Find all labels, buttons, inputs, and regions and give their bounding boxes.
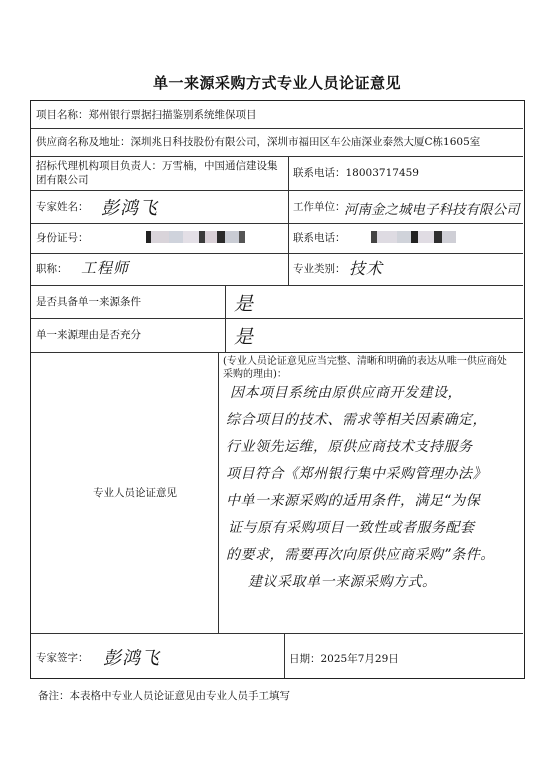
supplier-field: [36, 135, 480, 149]
opinion-handwritten-line: 建议采取单一来源采购方式。: [248, 574, 437, 590]
agency-contact-field: [36, 159, 283, 187]
col-divider: [225, 285, 226, 352]
supplier-label: 供应商名称及地址：: [36, 136, 131, 148]
expert-opinion-label: 专业人员论证意见: [93, 487, 177, 499]
expert-phone-redaction: [371, 231, 461, 243]
id-number-redaction: [146, 231, 256, 243]
col-divider: [288, 190, 289, 285]
specialty-category-label: 专业类别：: [293, 263, 346, 275]
row-divider: [31, 633, 523, 634]
row-divider: [31, 190, 523, 191]
single-source-reason-label: 单一来源理由是否充分: [36, 329, 141, 341]
project-name-field: [36, 108, 257, 122]
single-source-condition-answer: 是: [234, 293, 255, 315]
opinion-handwritten-line: 中单一来源采购的适用条件，满足“为保: [226, 493, 481, 509]
opinion-handwritten-line: 证与原有采购项目一致性或者服务配套: [228, 520, 475, 536]
job-title-handwriting: 工程师: [81, 259, 130, 277]
agency-phone-value: 18003717459: [345, 167, 419, 179]
signature-date-value: 2025年7月29日: [320, 653, 399, 665]
opinion-handwritten-line: 综合项目的技术、需求等相关因素确定，: [226, 412, 487, 428]
agency-phone-label: 联系电话：: [293, 167, 346, 179]
row-divider: [31, 352, 523, 353]
single-source-condition-label: 是否具备单一来源条件: [36, 296, 141, 308]
job-title-label: 职称：: [36, 263, 68, 275]
project-name-value: 郑州银行票据扫描鉴别系统维保项目: [88, 109, 257, 121]
expert-name-handwriting: 彭鸿飞: [101, 198, 158, 219]
expert-signature-handwriting: 彭鸿飞: [103, 648, 160, 669]
opinion-handwritten-line: 项目符合《郑州银行集中采购管理办法》: [226, 466, 487, 482]
col-divider: [218, 352, 219, 633]
id-number-label: 身份证号：: [36, 232, 89, 244]
signature-date-field: [289, 652, 399, 666]
expert-opinion-instruction: (专业人员论证意见应当完整、清晰和明确的表达从唯一供应商处采购的理由)：: [223, 356, 507, 380]
expert-name-label: 专家姓名：: [36, 201, 89, 213]
row-divider: [31, 223, 523, 224]
expert-opinion-form: [30, 100, 525, 679]
supplier-value: 深圳兆日科技股份有限公司，深圳市福田区车公庙深业泰然大厦C栋1605室: [130, 136, 481, 148]
row-divider: [31, 285, 523, 286]
expert-phone-label: 联系电话：: [293, 232, 346, 244]
opinion-handwritten-line: 的要求，需要再次向原供应商采购”条件。: [226, 547, 495, 563]
row-divider: [31, 128, 523, 129]
form-footnote: 备注：本表格中专业人员论证意见由专业人员手工填写: [38, 690, 290, 702]
project-name-label: 项目名称：: [36, 109, 89, 121]
workplace-label: 工作单位：: [293, 201, 346, 213]
agency-phone-field: [293, 166, 419, 180]
expert-signature-label: 专家签字：: [36, 652, 89, 664]
opinion-handwritten-line: 因本项目系统由原供应商开发建设，: [230, 385, 462, 401]
signature-date-label: 日期：: [289, 653, 321, 665]
col-divider: [288, 156, 289, 190]
agency-contact-value: 万雪楠，中国通信建设集团有限公司: [36, 160, 278, 186]
workplace-handwriting: 河南金之城电子科技有限公司: [344, 202, 520, 218]
row-divider: [31, 156, 523, 157]
row-divider: [31, 318, 523, 319]
agency-contact-label: 招标代理机构项目负责人：: [36, 160, 162, 172]
specialty-category-handwriting: 技术: [349, 259, 384, 278]
col-divider: [284, 633, 285, 678]
row-divider: [31, 253, 523, 254]
form-title: 单一来源采购方式专业人员论证意见: [152, 74, 401, 92]
opinion-handwritten-line: 行业领先运维，原供应商技术支持服务: [226, 439, 473, 455]
single-source-reason-answer: 是: [234, 326, 255, 348]
